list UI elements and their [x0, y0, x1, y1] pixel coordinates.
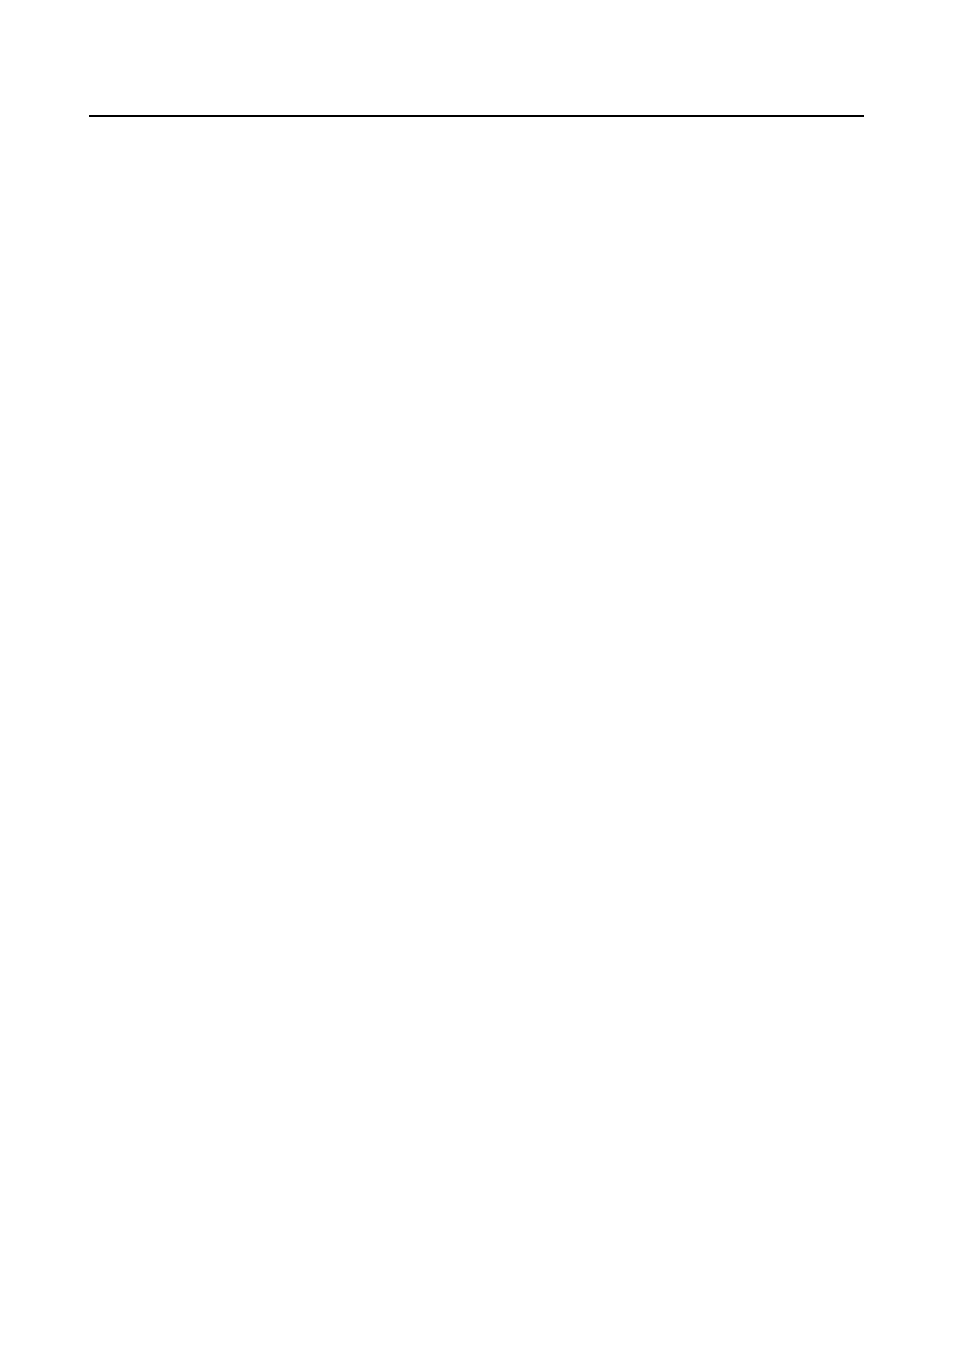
command-table: [89, 115, 864, 117]
header-get: [90, 116, 135, 117]
header-del: [179, 116, 224, 117]
header-set: [135, 116, 179, 117]
header-descriptions: [669, 116, 864, 117]
header-keyword: [224, 116, 669, 117]
table-header-row: [90, 116, 864, 117]
table-header-row-group: [90, 116, 864, 117]
